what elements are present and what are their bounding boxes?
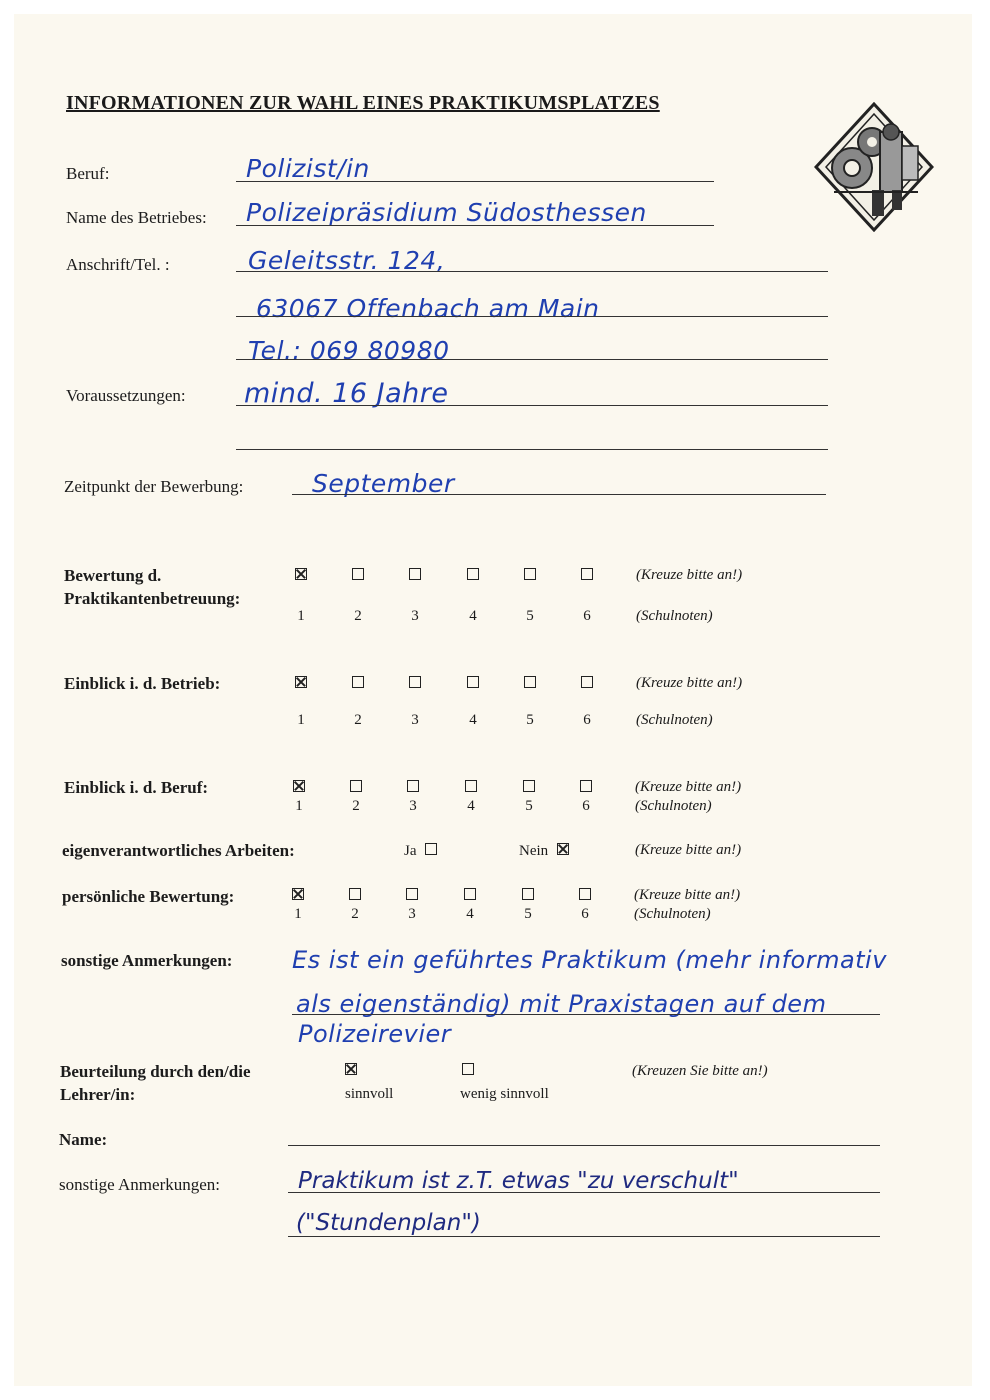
rating-2-box-1[interactable] [295,676,307,688]
beruf-value[interactable]: Polizist/in [246,154,370,183]
rating-1-grade-1: 1 [297,608,305,624]
rating-2-grade-4: 4 [469,712,477,728]
beurteilung-wenig-label: wenig sinnvoll [460,1086,549,1102]
eigen-ja-label: Ja [404,843,417,859]
rating-4-grade-5: 5 [524,906,532,922]
rating-4-grade-4: 4 [466,906,474,922]
rating-1-grade-6: 6 [583,608,591,624]
rating-1-hint-kreuze: (Kreuze bitte an!) [636,567,743,583]
anmerkungen-2-rule-2 [288,1236,880,1237]
rating-4-grade-2: 2 [351,906,359,922]
voraussetzungen-value[interactable]: mind. 16 Jahre [244,378,449,409]
rating-1-grade-4: 4 [469,608,477,624]
anschrift-line-1[interactable]: Geleitsstr. 124, [248,246,446,275]
beurteilung-label-a: Beurteilung durch den/die [60,1062,251,1081]
anschrift-label: Anschrift/Tel. : [66,255,170,274]
rating-3-box-6[interactable] [580,780,592,792]
voraussetzungen-label: Voraussetzungen: [66,386,186,405]
betrieb-label: Name des Betriebes: [66,208,207,227]
zeitpunkt-label: Zeitpunkt der Bewerbung: [64,477,244,496]
rating-3-grade-1: 1 [295,798,303,814]
rating-3-label: Einblick i. d. Beruf: [64,778,209,797]
rating-4-box-1[interactable] [292,888,304,900]
rating-2-hint-schulnoten: (Schulnoten) [636,712,713,728]
rating-4-box-5[interactable] [522,888,534,900]
rating-2-grade-6: 6 [583,712,591,728]
rating-3-grade-3: 3 [409,798,417,814]
rating-1-box-4[interactable] [467,568,479,580]
rating-3-grade-4: 4 [467,798,475,814]
rating-1-grade-3: 3 [411,608,419,624]
rating-2-label: Einblick i. d. Betrieb: [64,674,221,693]
voraussetzungen-rule-1 [236,405,828,406]
rating-1-box-3[interactable] [409,568,421,580]
rating-1-box-6[interactable] [581,568,593,580]
form-title: INFORMATIONEN ZUR WAHL EINES PRAKTIKUMSPLATZES [66,92,660,114]
beurteilung-hint: (Kreuzen Sie bitte an!) [632,1063,768,1079]
rating-2-box-6[interactable] [581,676,593,688]
rating-4-box-6[interactable] [579,888,591,900]
rating-1-hint-schulnoten: (Schulnoten) [636,608,713,624]
anschrift-rule-1 [236,271,828,272]
form-sheet [14,14,972,1386]
rating-4-hint-schulnoten: (Schulnoten) [634,906,711,922]
rating-3-grade-2: 2 [352,798,360,814]
eigen-nein-label: Nein [519,843,549,859]
rating-4-box-4[interactable] [464,888,476,900]
rating-2-grade-5: 5 [526,712,534,728]
rating-3-hint-kreuze: (Kreuze bitte an!) [635,779,742,795]
anmerkungen-1-line-1[interactable]: Es ist ein geführtes Praktikum (mehr informativ [292,946,887,974]
anmerkungen-2-line-2[interactable]: ("Stundenplan") [296,1210,481,1236]
rating-3-hint-schulnoten: (Schulnoten) [635,798,712,814]
rating-3-grade-5: 5 [525,798,533,814]
anmerkungen-1-rule [292,1014,880,1015]
rating-4-grade-3: 3 [408,906,416,922]
beurteilung-sinnvoll-box[interactable] [345,1063,357,1075]
rating-1-label-b: Praktikantenbetreuung: [64,589,241,608]
rating-1-box-2[interactable] [352,568,364,580]
voraussetzungen-rule-2 [236,449,828,450]
rating-1-grade-5: 5 [526,608,534,624]
rating-2-grade-2: 2 [354,712,362,728]
rating-2-box-4[interactable] [467,676,479,688]
rating-4-label: persönliche Bewertung: [62,887,235,906]
rating-1-box-5[interactable] [524,568,536,580]
rating-4-box-2[interactable] [349,888,361,900]
name-label: Name: [59,1130,108,1149]
anmerkungen-1-line-2[interactable]: als eigenständig) mit Praxistagen auf dem [296,990,827,1018]
rating-4-box-3[interactable] [406,888,418,900]
school-logo-icon [814,102,934,232]
rating-3-box-1[interactable] [293,780,305,792]
rating-3-grade-6: 6 [582,798,590,814]
rating-4-hint-kreuze: (Kreuze bitte an!) [634,887,741,903]
beurteilung-sinnvoll-label: sinnvoll [345,1086,394,1102]
eigen-hint: (Kreuze bitte an!) [635,842,742,858]
rating-4-grade-1: 1 [294,906,302,922]
rating-2-grade-3: 3 [411,712,419,728]
anmerkungen-2-rule-1 [288,1192,880,1193]
eigen-nein-box[interactable] [557,843,569,855]
anschrift-rule-3 [236,359,828,360]
rating-3-box-4[interactable] [465,780,477,792]
beurteilung-label-b: Lehrer/in: [60,1085,136,1104]
beruf-label: Beruf: [66,164,110,183]
zeitpunkt-line [292,494,826,495]
anmerkungen-2-label: sonstige Anmerkungen: [59,1175,221,1194]
eigen-ja-box[interactable] [425,843,437,855]
rating-3-box-2[interactable] [350,780,362,792]
rating-1-label-a: Bewertung d. [64,566,162,585]
betrieb-line [236,225,714,226]
anschrift-rule-2 [236,316,828,317]
beruf-line [236,181,714,182]
rating-1-box-1[interactable] [295,568,307,580]
anschrift-line-2[interactable]: 63067 Offenbach am Main [256,294,600,323]
rating-4-grade-6: 6 [581,906,589,922]
rating-2-box-2[interactable] [352,676,364,688]
anschrift-line-3[interactable]: Tel.: 069 80980 [248,336,450,365]
eigen-label: eigenverantwortliches Arbeiten: [62,841,295,860]
zeitpunkt-value[interactable]: September [312,469,455,498]
anmerkungen-1-line-3[interactable]: Polizeirevier [298,1020,452,1048]
rating-3-box-3[interactable] [407,780,419,792]
rating-3-box-5[interactable] [523,780,535,792]
rating-2-grade-1: 1 [297,712,305,728]
rating-2-box-5[interactable] [524,676,536,688]
rating-2-hint-kreuze: (Kreuze bitte an!) [636,675,743,691]
name-line [288,1145,880,1146]
betrieb-value[interactable]: Polizeipräsidium Südosthessen [246,198,647,227]
anmerkungen-1-label: sonstige Anmerkungen: [61,951,233,970]
beurteilung-wenig-box[interactable] [462,1063,474,1075]
anmerkungen-2-line-1[interactable]: Praktikum ist z.T. etwas "zu verschult" [298,1168,739,1194]
rating-1-grade-2: 2 [354,608,362,624]
rating-2-box-3[interactable] [409,676,421,688]
